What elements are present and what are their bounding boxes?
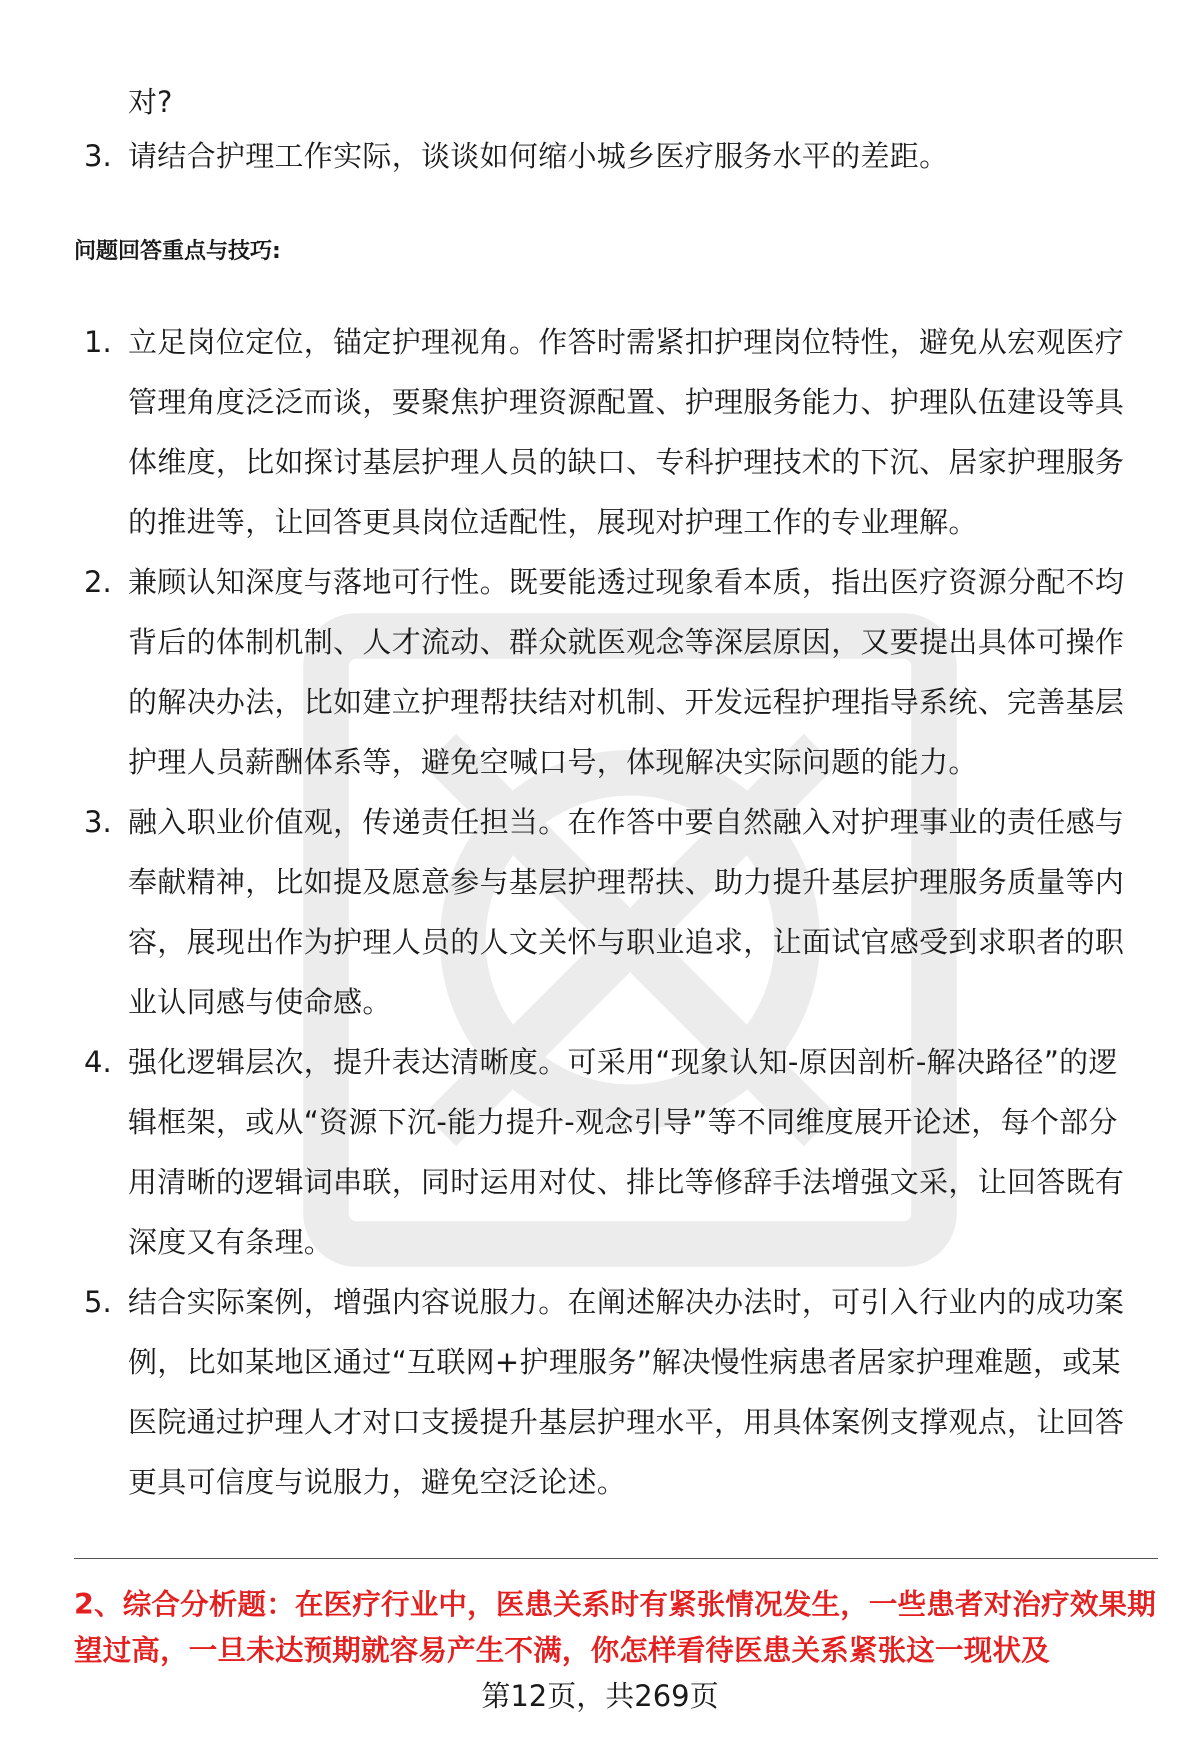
section-divider [74, 1558, 1158, 1559]
list-number: 3. [84, 805, 112, 839]
list-text: 强化逻辑层次，提升表达清晰度。可采用“现象认知-原因剖析-解决路径”的逻辑框架，或从“资源下沉-能力提升-观念引导”等不同维度展开论述，每个部分用清晰的逻辑词串联，同时运用对仗、排比等修辞手法增强文采，让回答既有深度又有条理。 [128, 1045, 1125, 1259]
continuation-text: 对? [128, 85, 173, 119]
page-footer: 第12页，共269页 [481, 1679, 719, 1713]
list-text: 兼顾认知深度与落地可行性。既要能透过现象看本质，指出医疗资源分配不均背后的体制机制、人才流动、群众就医观念等深层原因，又要提出具体可操作的解决办法，比如建立护理帮扶结对机制、开发远程护理指导系统、完善基层护理人员薪酬体系等，避免空喊口号，体现解决实际问题的能力。 [128, 565, 1125, 779]
list-text: 融入职业价值观，传递责任担当。在作答中要自然融入对护理事业的责任感与奉献精神，比如提及愿意参与基层护理帮扶、助力提升基层护理服务质量等内容，展现出作为护理人员的人文关怀与职业追求，让面试官感受到求职者的职业认同感与使命感。 [128, 805, 1125, 1019]
tip-item-5 [84, 1272, 1144, 1512]
tip-item-3 [84, 792, 1144, 1032]
list-number: 2. [84, 565, 112, 599]
list-number: 4. [84, 1045, 112, 1079]
tip-item-1 [84, 312, 1144, 552]
tip-item-2 [84, 552, 1144, 792]
question-item-3 [84, 126, 1144, 186]
list-text: 立足岗位定位，锚定护理视角。作答时需紧扣护理岗位特性，避免从宏观医疗管理角度泛泛而谈，要聚焦护理资源配置、护理服务能力、护理队伍建设等具体维度，比如探讨基层护理人员的缺口、专科护理技术的下沉、居家护理服务的推进等，让回答更具岗位适配性，展现对护理工作的专业理解。 [128, 325, 1125, 539]
question-heading: 2、综合分析题：在医疗行业中，医患关系时有紧张情况发生，一些患者对治疗效果期望过高，一旦未达预期就容易产生不满，你怎样看待医患关系紧张这一现状及 [74, 1588, 1156, 1667]
list-text: 结合实际案例，增强内容说服力。在阐述解决办法时，可引入行业内的成功案例，比如某地区通过“互联网+护理服务”解决慢性病患者居家护理难题，或某医院通过护理人才对口支援提升基层护理水平，用具体案例支撑观点，让回答更具可信度与说服力，避免空泛论述。 [128, 1285, 1125, 1499]
section-title: 问题回答重点与技巧: [74, 239, 281, 264]
list-number: 5. [84, 1285, 112, 1319]
tip-item-4 [84, 1032, 1144, 1272]
list-text: 请结合护理工作实际，谈谈如何缩小城乡医疗服务水平的差距。 [128, 139, 949, 173]
list-number: 3. [84, 139, 112, 173]
list-number: 1. [84, 325, 112, 359]
